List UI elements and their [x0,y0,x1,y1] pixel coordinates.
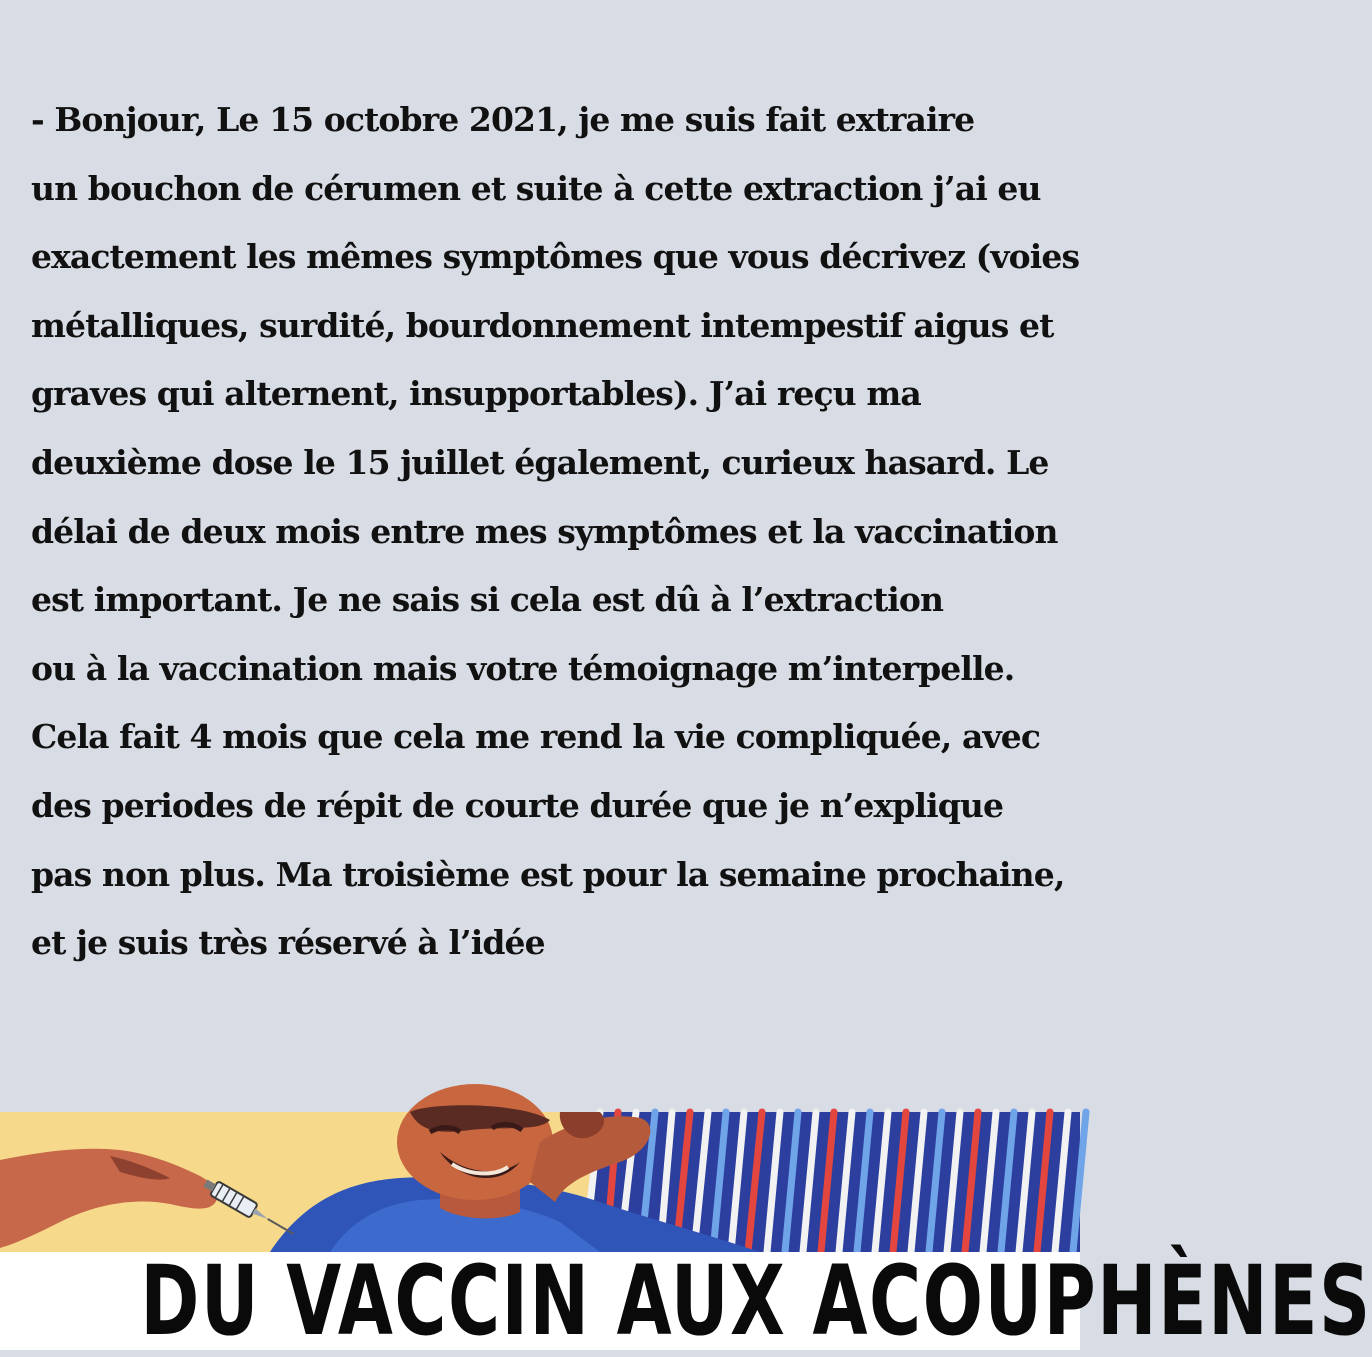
testimony-text [31,86,1080,978]
title-bar [0,1245,1372,1357]
testimony-line: graves qui alternent, insupportables). J’ai reçu ma [31,374,921,414]
testimony-line: Cela fait 4 mois que cela me rend la vie compliquée, avec [31,717,1041,757]
banner-illustration [0,1112,1080,1252]
banner-title: DU VACCIN AUX ACOUPHÈNES [140,1245,1372,1357]
testimony-line: pas non plus. Ma troisième est pour la semaine prochaine, [31,854,1065,894]
testimony-line: ou à la vaccination mais votre témoignage m’interpelle. [31,648,1015,688]
testimony-line: exactement les mêmes symptômes que vous décrivez (voies [31,237,1080,277]
testimony-line: deuxième dose le 15 juillet également, curieux hasard. Le [31,442,1049,482]
testimony-line: un bouchon de cérumen et suite à cette extraction j’ai eu [31,168,1041,208]
testimony-line: est important. Je ne sais si cela est dû à l’extraction [31,580,944,620]
testimony-line: délai de deux mois entre mes symptômes et la vaccination [31,511,1058,551]
testimony-line: et je suis très réservé à l’idée [31,923,545,963]
testimony-line: métalliques, surdité, bourdonnement intempestif aigus et [31,305,1054,345]
testimony-line: - Bonjour, Le 15 octobre 2021, je me suis fait extraire [31,100,975,139]
testimony-line: des periodes de répit de courte durée que je n’explique [31,785,1004,825]
